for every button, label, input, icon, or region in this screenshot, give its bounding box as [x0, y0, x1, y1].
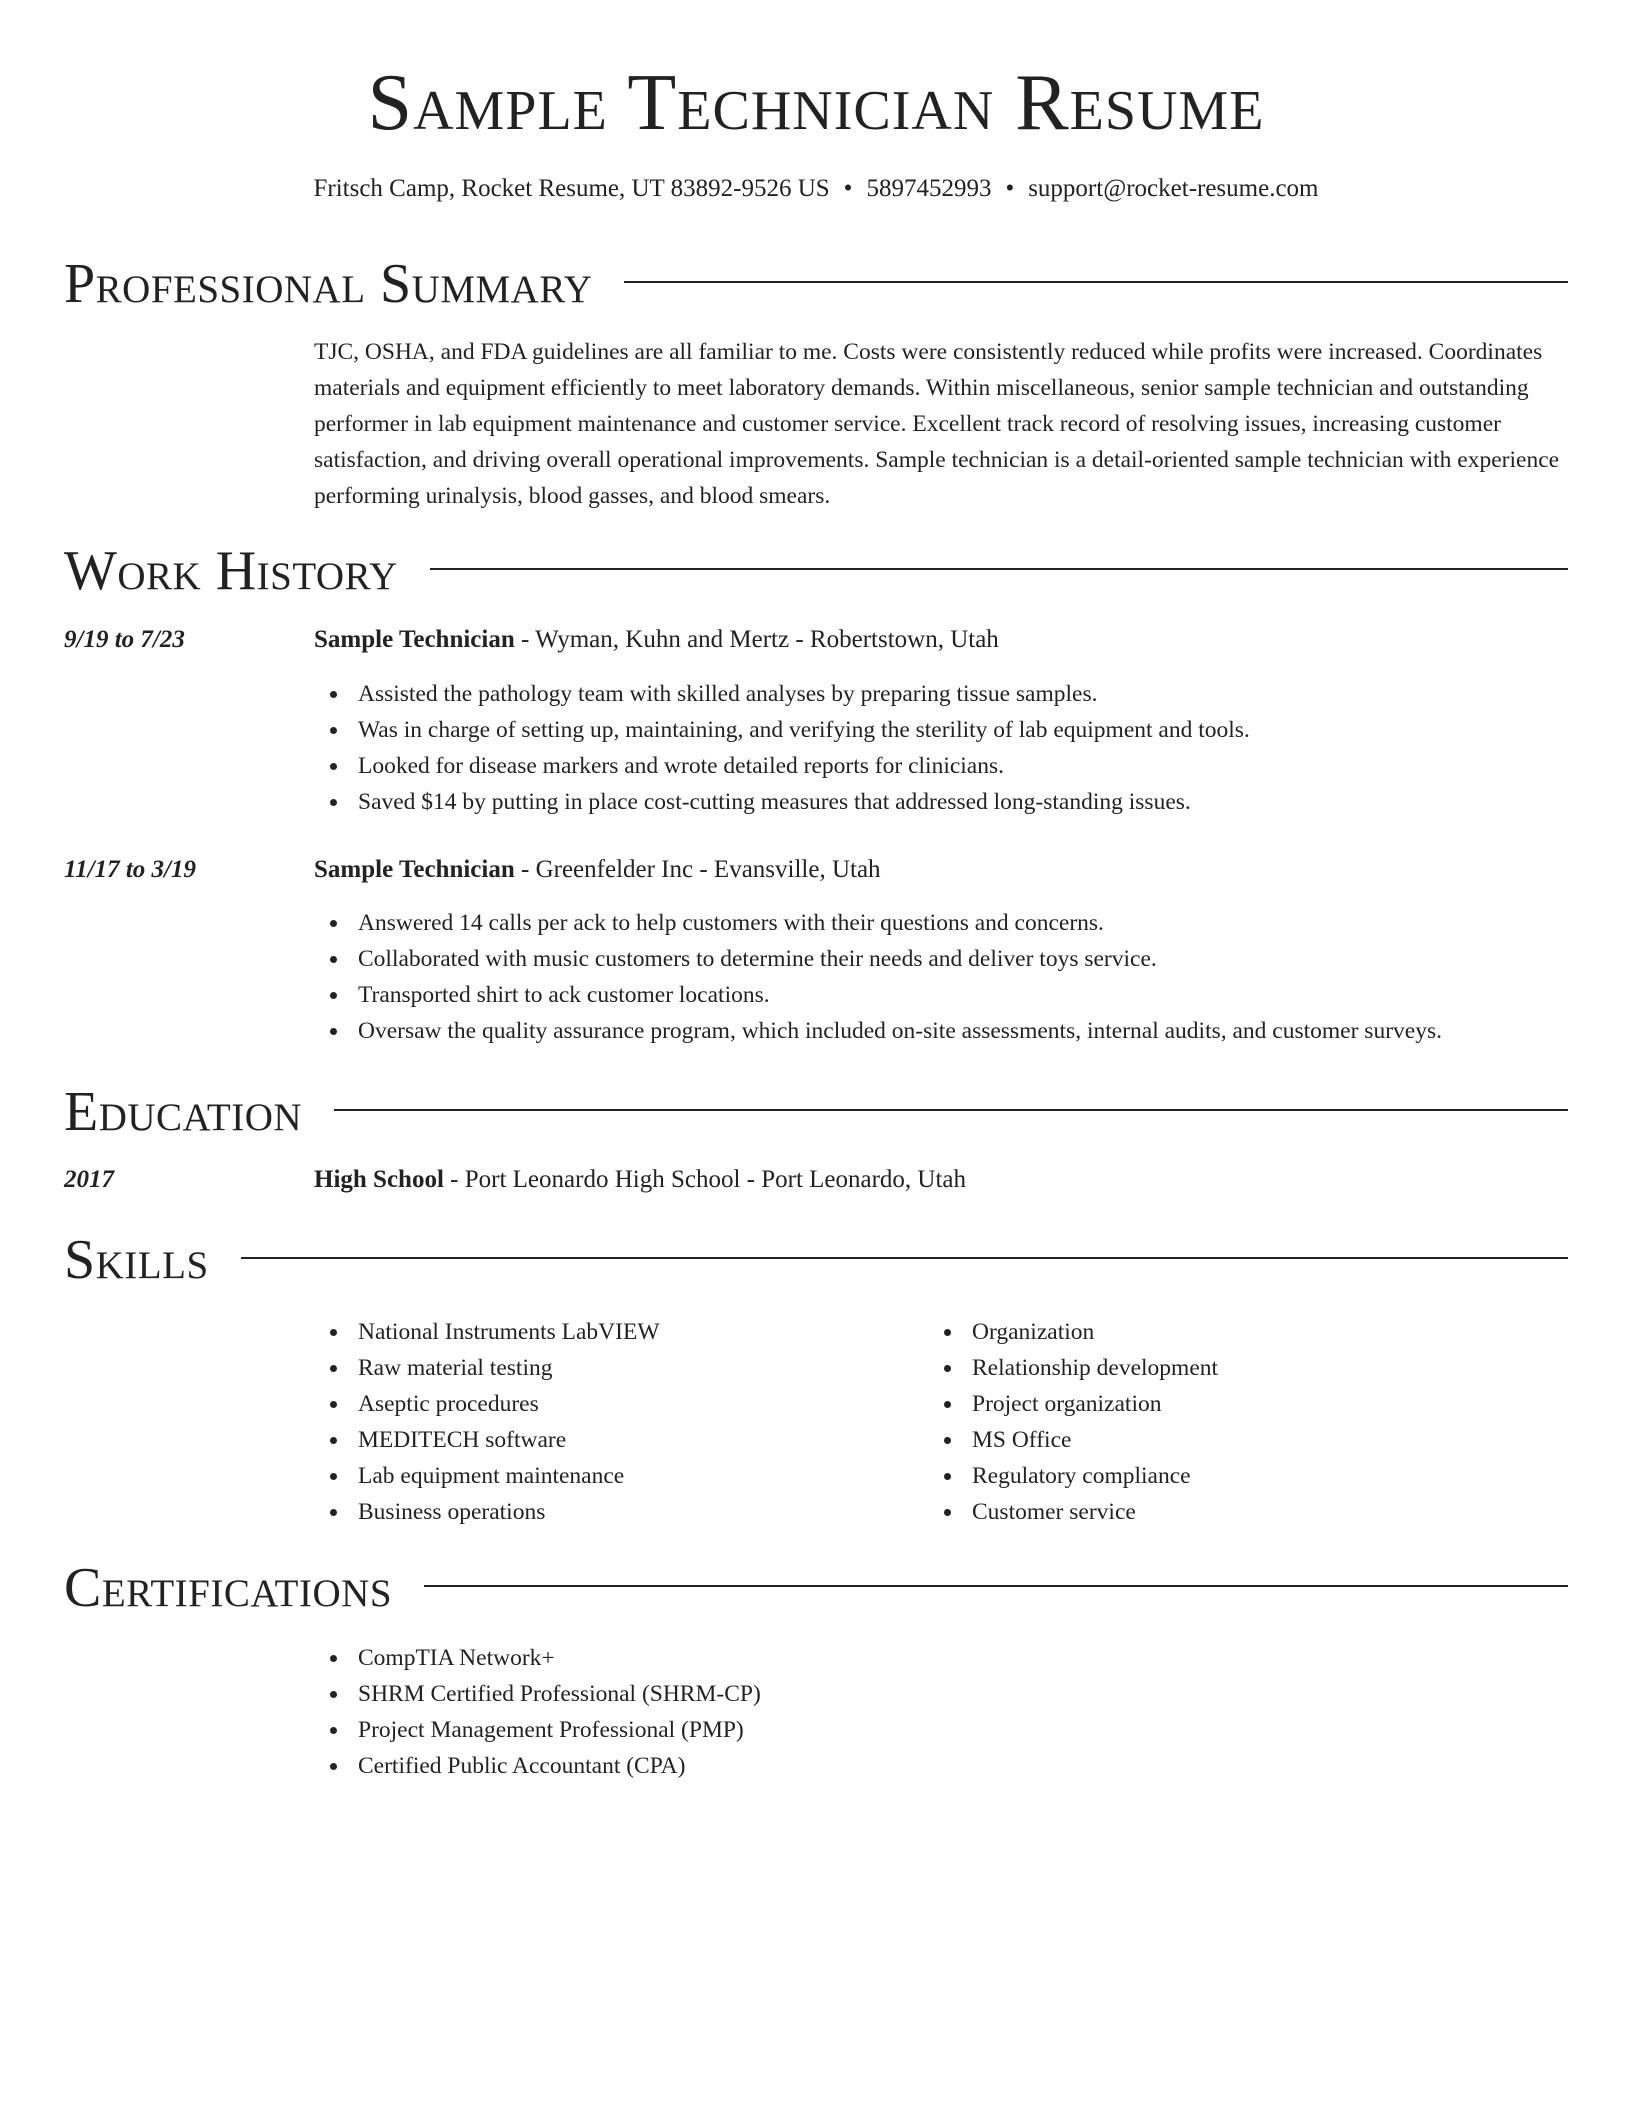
skill-item: MEDITECH software — [314, 1422, 660, 1458]
skill-item: Business operations — [314, 1494, 660, 1530]
resume-title: Sample Technician Resume — [367, 59, 1265, 147]
list-item: Answered 14 calls per ack to help customers with their questions and concerns. — [314, 905, 1442, 941]
skills-list-left — [314, 1314, 660, 1530]
skill-item: Customer service — [928, 1494, 1218, 1530]
certification-item: Project Management Professional (PMP) — [314, 1712, 761, 1748]
section-divider — [424, 1585, 1568, 1587]
job-dates: 11/17 to 3/19 — [64, 856, 196, 883]
job-header — [314, 852, 1568, 888]
section-title: Work History — [64, 540, 398, 602]
contact-separator: • — [843, 175, 853, 202]
contact-line — [0, 172, 1632, 206]
list-item: Oversaw the quality assurance program, which included on-site assessments, internal audits, and customer surveys. — [314, 1013, 1442, 1049]
skill-item: Aseptic procedures — [314, 1386, 660, 1422]
section-heading-skills — [64, 1228, 1568, 1292]
job-bullets — [314, 905, 1442, 1049]
section-title: Certifications — [64, 1557, 393, 1619]
job-title: Sample Technician — [314, 626, 515, 653]
section-heading-work-history — [64, 539, 1568, 603]
education-year: 2017 — [64, 1166, 114, 1193]
section-title: Education — [64, 1081, 303, 1143]
list-item: Was in charge of setting up, maintaining, and verifying the sterility of lab equipment and tools. — [314, 712, 1250, 748]
skill-item: Regulatory compliance — [928, 1458, 1218, 1494]
summary-text: TJC, OSHA, and FDA guidelines are all familiar to me. Costs were consistently reduced while profits were increased. Coordinates materials and equipment efficiently to meet laboratory demands. Within miscellaneous, senior sample technician and outstanding performer in lab equipment maintenance and customer service. Excellent track record of resolving issues, increasing customer satisfaction, and driving overall operational improvements. Sample technician is a detail-oriented sample technician with experience performing urinalysis, blood gasses, and blood smears. — [314, 339, 1560, 509]
certification-item: CompTIA Network+ — [314, 1640, 761, 1676]
section-heading-certifications — [64, 1556, 1568, 1620]
job-details: - Greenfelder Inc - Evansville, Utah — [514, 856, 881, 883]
section-divider — [241, 1257, 1568, 1259]
certifications-list — [314, 1640, 761, 1784]
section-divider — [624, 281, 1568, 283]
list-item: Looked for disease markers and wrote detailed reports for clinicians. — [314, 748, 1250, 784]
job-dates: 9/19 to 7/23 — [64, 626, 185, 653]
education-entry — [314, 1162, 1568, 1198]
skill-item: National Instruments LabVIEW — [314, 1314, 660, 1350]
list-item: Assisted the pathology team with skilled analyses by preparing tissue samples. — [314, 676, 1250, 712]
certification-item: Certified Public Accountant (CPA) — [314, 1748, 761, 1784]
skill-item: Relationship development — [928, 1350, 1218, 1386]
section-title: Skills — [64, 1229, 209, 1291]
list-item: Collaborated with music customers to determine their needs and deliver toys service. — [314, 941, 1442, 977]
job-bullets — [314, 676, 1250, 820]
skill-item: Organization — [928, 1314, 1218, 1350]
contact-address: Fritsch Camp, Rocket Resume, UT 83892-9526 US — [313, 175, 830, 202]
skills-list-right — [928, 1314, 1218, 1530]
list-item: Transported shirt to ack customer locations. — [314, 977, 1442, 1013]
skill-item: Project organization — [928, 1386, 1218, 1422]
education-details: - Port Leonardo High School - Port Leonardo, Utah — [443, 1166, 967, 1193]
job-title: Sample Technician — [314, 856, 515, 883]
education-degree: High School — [314, 1166, 444, 1193]
section-divider — [430, 568, 1568, 570]
skill-item: Lab equipment maintenance — [314, 1458, 660, 1494]
job-details: - Wyman, Kuhn and Mertz - Robertstown, Utah — [514, 626, 999, 653]
contact-email: support@rocket-resume.com — [1028, 175, 1319, 202]
section-heading-education — [64, 1080, 1568, 1144]
section-divider — [334, 1109, 1568, 1111]
section-heading-summary — [64, 252, 1568, 316]
job-header — [314, 622, 1568, 658]
contact-phone: 5897452993 — [866, 175, 992, 202]
contact-separator: • — [1005, 175, 1015, 202]
list-item: Saved $14 by putting in place cost-cutting measures that addressed long-standing issues. — [314, 784, 1250, 820]
skill-item: MS Office — [928, 1422, 1218, 1458]
certification-item: SHRM Certified Professional (SHRM-CP) — [314, 1676, 761, 1712]
section-title: Professional Summary — [64, 253, 593, 315]
skill-item: Raw material testing — [314, 1350, 660, 1386]
